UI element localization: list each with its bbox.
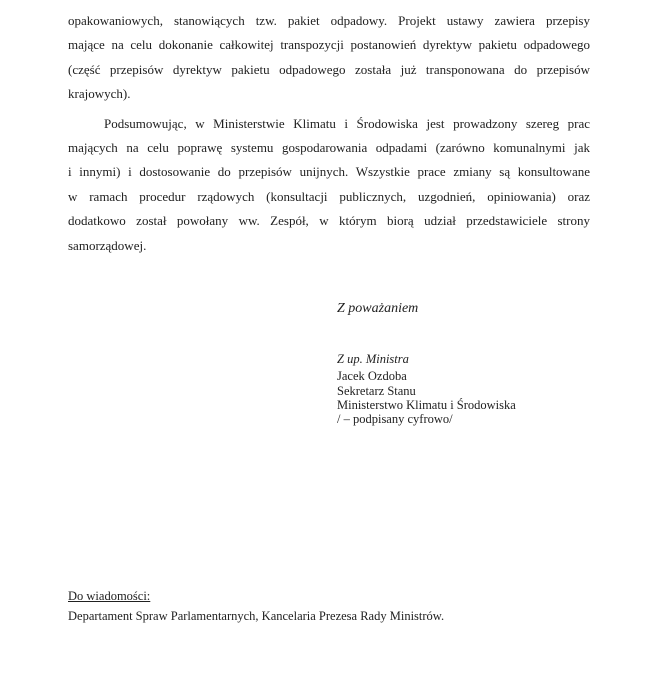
signature-block xyxy=(337,352,516,426)
text-line: mających na celu poprawę systemu gospodarowania odpadami (zarówno komunalnymi jak xyxy=(68,140,590,156)
text-line: Podsumowując, w Ministerstwie Klimatu i Środowiska jest prowadzony szereg prac xyxy=(104,115,590,131)
text-line: w ramach procedur rządowych (konsultacji publicznych, uzgodnień, opiniowania) oraz xyxy=(68,188,590,204)
text-line: mające na celu dokonanie całkowitej transpozycji postanowień dyrektyw pakietu odpadowego xyxy=(68,37,590,53)
cc-section xyxy=(68,589,444,624)
closing-phrase: Z poważaniem xyxy=(337,301,419,316)
text-line: i innymi) i dostosowanie do przepisów unijnych. Wszystkie prace zmiany są konsultowane xyxy=(68,164,590,180)
text-line: krajowych). xyxy=(68,86,131,102)
cc-recipients: Departament Spraw Parlamentarnych, Kancelaria Prezesa Rady Ministrów. xyxy=(68,609,445,623)
text-line: (część przepisów dyrektyw pakietu odpadowego została już transponowana do przepisów xyxy=(68,61,590,77)
signatory-title: Sekretarz Stanu xyxy=(337,383,416,398)
paragraph xyxy=(68,9,590,107)
signature-on-behalf: Z up. Ministra xyxy=(337,352,409,366)
signatory-organization: Ministerstwo Klimatu i Środowiska xyxy=(337,397,516,412)
paragraph xyxy=(68,112,590,258)
digital-signature-note: / – podpisany cyfrowo/ xyxy=(337,412,453,427)
text-line: samorządowej. xyxy=(68,237,147,253)
cc-heading: Do wiadomości: xyxy=(68,589,151,603)
letter-body xyxy=(68,9,590,258)
signatory-name: Jacek Ozdoba xyxy=(337,369,407,384)
text-line: opakowaniowych, stanowiących tzw. pakiet odpadowy. Projekt ustawy zawiera przepisy xyxy=(68,13,590,28)
text-line: dodatkowo został powołany ww. Zespół, w którym biorą udział przedstawiciele strony xyxy=(68,213,590,229)
